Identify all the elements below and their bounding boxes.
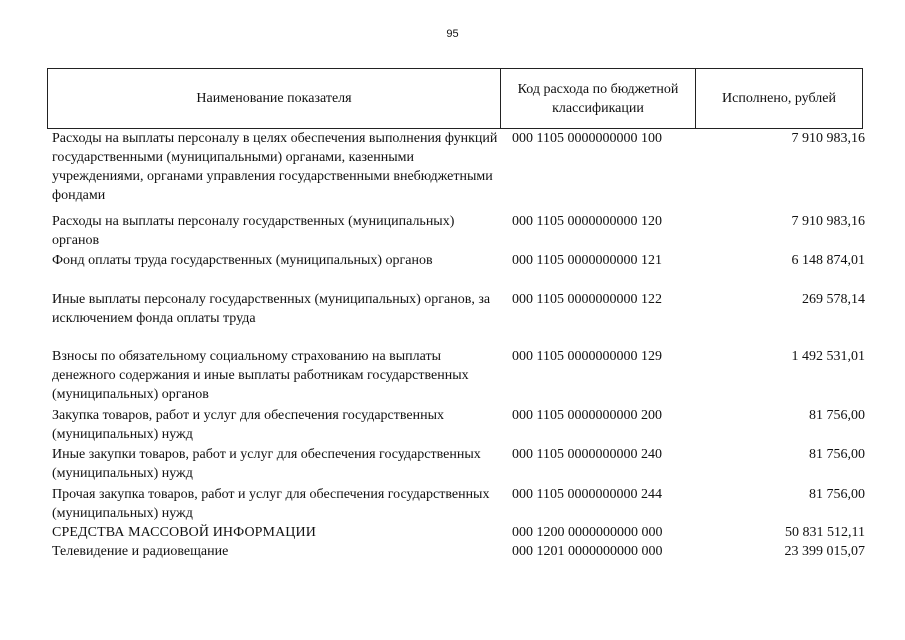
row-amount: 81 756,00 bbox=[809, 408, 865, 423]
page-number: 95 bbox=[446, 28, 459, 40]
row-label: Фонд оплаты труда государственных (муниципальных) органов bbox=[52, 253, 433, 268]
row-label: Расходы на выплаты персоналу в целях обеспечения выполнения функций государственными (муниципальными) органами, казенными учреждениями, органами управления государственными внебюджетными фондами bbox=[52, 131, 498, 203]
row-code: 000 1105 0000000000 244 bbox=[512, 487, 662, 502]
row-label: Иные закупки товаров, работ и услуг для обеспечения государственных (муниципальных) нужд bbox=[52, 447, 481, 481]
row-amount: 81 756,00 bbox=[809, 447, 865, 462]
row-amount: 23 399 015,07 bbox=[784, 544, 865, 559]
row-code: 000 1105 0000000000 121 bbox=[512, 253, 662, 268]
row-amount: 269 578,14 bbox=[802, 292, 865, 307]
row-code: 000 1105 0000000000 122 bbox=[512, 292, 662, 307]
row-code: 000 1105 0000000000 200 bbox=[512, 408, 662, 423]
row-code: 000 1105 0000000000 129 bbox=[512, 349, 662, 364]
row-label: Телевидение и радиовещание bbox=[52, 544, 229, 559]
column-header-name: Наименование показателя bbox=[48, 69, 501, 128]
row-label: Расходы на выплаты персоналу государственных (муниципальных) органов bbox=[52, 214, 455, 248]
row-amount: 81 756,00 bbox=[809, 487, 865, 502]
row-amount: 6 148 874,01 bbox=[791, 253, 865, 268]
row-amount: 7 910 983,16 bbox=[791, 131, 865, 146]
row-code: 000 1105 0000000000 240 bbox=[512, 447, 662, 462]
row-amount: 50 831 512,11 bbox=[785, 525, 865, 540]
row-label: Закупка товаров, работ и услуг для обеспечения государственных (муниципальных) нужд bbox=[52, 408, 445, 442]
column-header-code: Код расхода по бюджетной классификации bbox=[501, 69, 696, 128]
row-label: Иные выплаты персоналу государственных (муниципальных) органов, за исключением фонда оплаты труда bbox=[52, 292, 491, 326]
row-label: СРЕДСТВА МАССОВОЙ ИНФОРМАЦИИ bbox=[52, 525, 316, 540]
row-code: 000 1105 0000000000 120 bbox=[512, 214, 662, 229]
row-code: 000 1201 0000000000 000 bbox=[512, 544, 663, 559]
row-code: 000 1200 0000000000 000 bbox=[512, 525, 663, 540]
row-amount: 7 910 983,16 bbox=[791, 214, 865, 229]
row-code: 000 1105 0000000000 100 bbox=[512, 131, 662, 146]
table-header bbox=[47, 68, 863, 129]
row-label: Прочая закупка товаров, работ и услуг для обеспечения государственных (муниципальных) нужд bbox=[52, 487, 490, 521]
row-label: Взносы по обязательному социальному страхованию на выплаты денежного содержания и иные выплаты работникам государственных (муниципальных) органов bbox=[52, 349, 469, 402]
row-amount: 1 492 531,01 bbox=[791, 349, 865, 364]
column-header-amount: Исполнено, рублей bbox=[722, 91, 836, 106]
